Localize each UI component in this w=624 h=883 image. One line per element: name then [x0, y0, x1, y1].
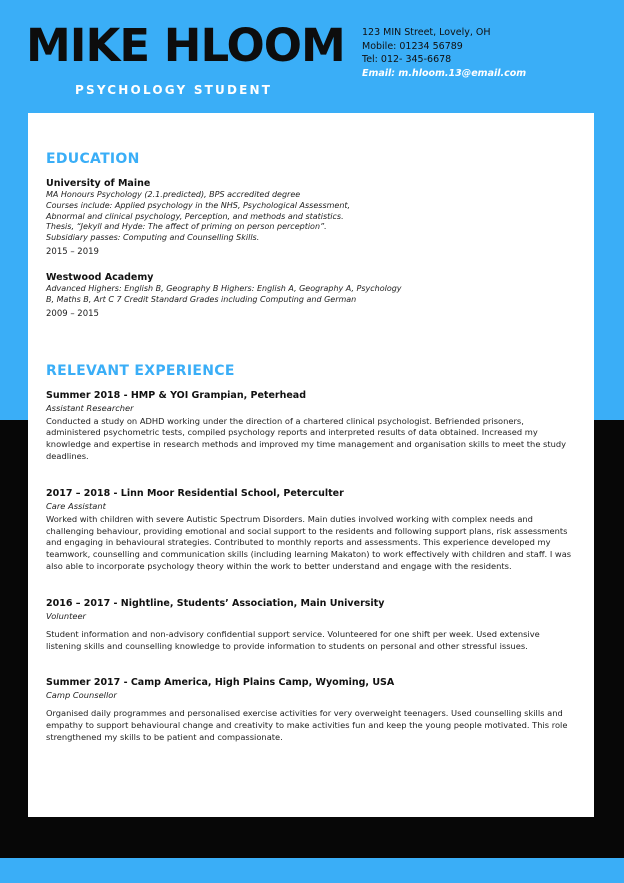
experience-entry — [46, 676, 576, 743]
experience-title: RELEVANT EXPERIENCE — [46, 362, 235, 379]
education-section — [46, 151, 576, 320]
education-detail-line: Advanced Highers: English B, Geography B Highers: English A, Geography A, Psychology — [46, 283, 402, 293]
contact-block — [362, 26, 526, 80]
experience-entry — [46, 389, 576, 463]
experience-entry — [46, 597, 576, 653]
experience-description: Worked with children with severe Autistic Spectrum Disorders. Main duties involved working with complex needs and challenging behaviour, providing emotional and social support to the residents and following support plans, risk assessments and engaging in behavioural strategies. Contributed to monthly reports and assessments. This experience developed my teamwork, counselling and communication skills (including learning Makaton) to work effectively with children and staff. I was also able to incorporate psychology theory within the work to better understand and engage with the residents. — [46, 513, 572, 571]
experience-role: Assistant Researcher — [46, 402, 134, 413]
contact-address: 123 MIN Street, Lovely, OH — [362, 27, 491, 38]
experience-heading: 2016 – 2017 - Nightline, Students’ Association, Main University — [46, 597, 385, 609]
education-detail-line: Thesis, “Jekyll and Hyde: The affect of priming on person perception”. — [46, 222, 327, 232]
experience-description: Student information and non-advisory confidential support service. Volunteered for one shift per week. Used extensive listening skills and counselling knowledge to provide information to students on personal and other stressful issues. — [46, 628, 540, 651]
experience-role: Care Assistant — [46, 500, 106, 511]
education-detail-line: B, Maths B, Art C 7 Credit Standard Grades including Computing and German — [46, 294, 357, 304]
resume-paper — [28, 113, 594, 817]
education-entry — [46, 271, 576, 320]
education-detail-line: Abnormal and clinical psychology, Perception, and methods and statistics. — [46, 211, 344, 221]
contact-mobile: Mobile: 01234 56789 — [362, 40, 463, 52]
education-detail-line: Subsidiary passes: Computing and Counselling Skills. — [46, 233, 260, 243]
candidate-subtitle: PSYCHOLOGY STUDENT — [75, 83, 273, 97]
experience-entry — [46, 487, 576, 573]
experience-role: Camp Counsellor — [46, 690, 117, 701]
background-band-blue — [0, 858, 624, 883]
education-dates: 2015 – 2019 — [46, 246, 99, 257]
contact-email[interactable]: Email: m.hloom.13@email.com — [362, 67, 527, 79]
experience-description: Conducted a study on ADHD working under the direction of a chartered clinical psychologist. Befriended prisoners, administered psychometric tests, compiled psychology reports and interpreted results of data obtained. Increased my knowledge and expertise in research methods and improved my time management and organisation skills to meet the study deadlines. — [46, 415, 567, 461]
education-school: Westwood Academy — [46, 271, 154, 283]
education-detail-line: Courses include: Applied psychology in the NHS, Psychological Assessment, — [46, 200, 351, 210]
experience-heading: 2017 – 2018 - Linn Moor Residential School, Peterculter — [46, 487, 344, 499]
experience-heading: Summer 2017 - Camp America, High Plains Camp, Wyoming, USA — [46, 677, 395, 689]
experience-heading: Summer 2018 - HMP & YOI Grampian, Peterhead — [46, 389, 306, 401]
experience-section — [46, 363, 576, 744]
experience-role: Volunteer — [46, 610, 86, 621]
education-title: EDUCATION — [46, 151, 140, 167]
experience-description: Organised daily programmes and personalised exercise activities for very overweight teenagers. Used counselling skills and empathy to support behavioural change and creativity to make activities fun and keep the young people motivated. This role strengthened my skills to be patient and compassionate. — [46, 708, 568, 742]
candidate-name: MIKE HLOOM — [26, 19, 345, 72]
education-dates: 2009 – 2015 — [46, 308, 99, 319]
education-detail-line: MA Honours Psychology (2.1.predicted), BPS accredited degree — [46, 190, 301, 199]
education-school: University of Maine — [46, 178, 151, 189]
education-entry — [46, 177, 576, 258]
contact-tel: Tel: 012- 345-6678 — [362, 54, 452, 65]
